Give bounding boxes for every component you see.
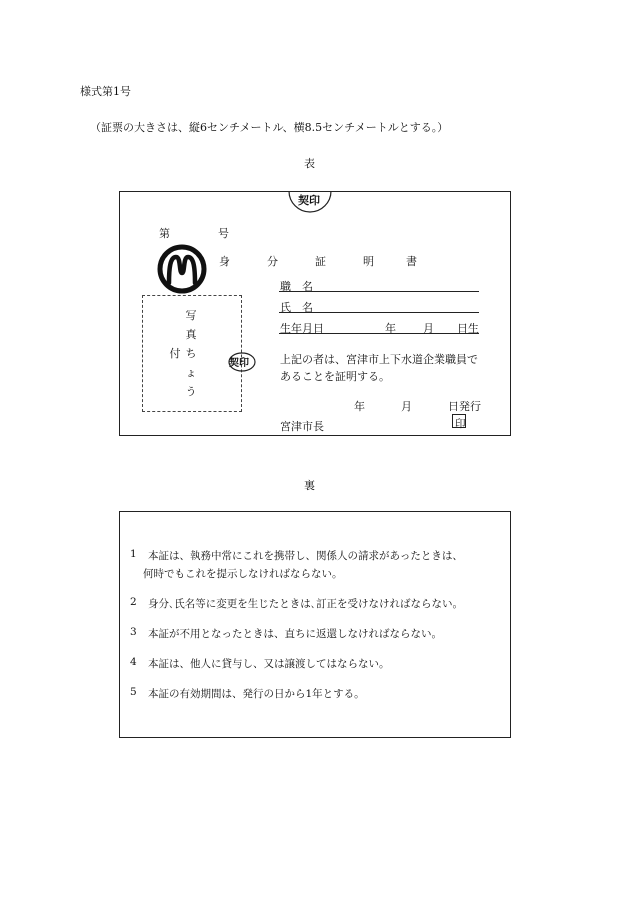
field-name-label: 氏 名 <box>280 301 313 314</box>
issue-month: 月 <box>401 400 412 413</box>
rule-3-num: 3 <box>130 626 137 638</box>
field-job-label: 職 名 <box>280 280 313 293</box>
mayor-label: 宮津市長 <box>280 420 324 433</box>
number-dai: 第 <box>159 227 170 240</box>
field-birth-day: 日生 <box>457 322 479 335</box>
top-seal-text: 契印 <box>298 194 320 207</box>
title-char-2: 分 <box>267 255 278 268</box>
rule-1-num: 1 <box>130 548 137 560</box>
back-label: 裏 <box>304 479 315 492</box>
certify-line-1: 上記の者は、宮津市上下水道企業職員で <box>280 353 478 366</box>
photo-text-col0: 付 <box>169 347 181 360</box>
rule-3-text: 本証が不用となったときは、直ちに返還しなければならない。 <box>148 628 442 640</box>
title-char-5: 書 <box>406 255 417 268</box>
side-seal-text: 契印 <box>229 358 249 369</box>
form-number: 様式第1号 <box>80 85 131 98</box>
field-name-line <box>279 312 479 313</box>
front-label: 表 <box>304 157 315 170</box>
stamp-text: 印 <box>455 418 466 430</box>
number-go: 号 <box>218 227 229 240</box>
issue-year: 年 <box>354 400 365 413</box>
field-birth-line <box>279 333 479 334</box>
rule-1-text-2: 何時でもこれを提示しなければならない。 <box>143 568 343 580</box>
field-birth-label: 生年月日 <box>280 322 324 335</box>
size-note: （証票の大きさは、縦6センチメートル、横8.5センチメートルとする。） <box>90 121 449 134</box>
certify-line-2: あることを証明する。 <box>280 370 390 383</box>
rule-2-text: 身分､氏名等に変更を生じたときは､訂正を受けなければならない。 <box>148 598 463 610</box>
rule-5-num: 5 <box>130 686 137 698</box>
field-birth-year: 年 <box>385 322 396 335</box>
field-birth-month: 月 <box>423 322 434 335</box>
title-char-3: 証 <box>315 255 326 268</box>
issue-day: 日発行 <box>448 400 481 413</box>
photo-text-col2: ちょう <box>185 347 197 398</box>
rule-4-text: 本証は、他人に貸与し、又は譲渡してはならない。 <box>148 658 390 670</box>
id-card-back <box>119 511 511 738</box>
rule-2-num: 2 <box>130 596 137 608</box>
field-job-line <box>279 291 479 292</box>
rule-4-num: 4 <box>130 656 137 668</box>
rule-1-text: 本証は、執務中常にこれを携帯し、関係人の請求があったときは、 <box>148 550 463 562</box>
rule-5-text: 本証の有効期間は、発行の日から1年とする。 <box>148 688 365 700</box>
city-emblem-icon <box>157 243 207 295</box>
title-char-4: 明 <box>363 255 374 268</box>
title-char-1: 身 <box>219 255 230 268</box>
photo-text-col1: 写真 <box>185 309 197 341</box>
